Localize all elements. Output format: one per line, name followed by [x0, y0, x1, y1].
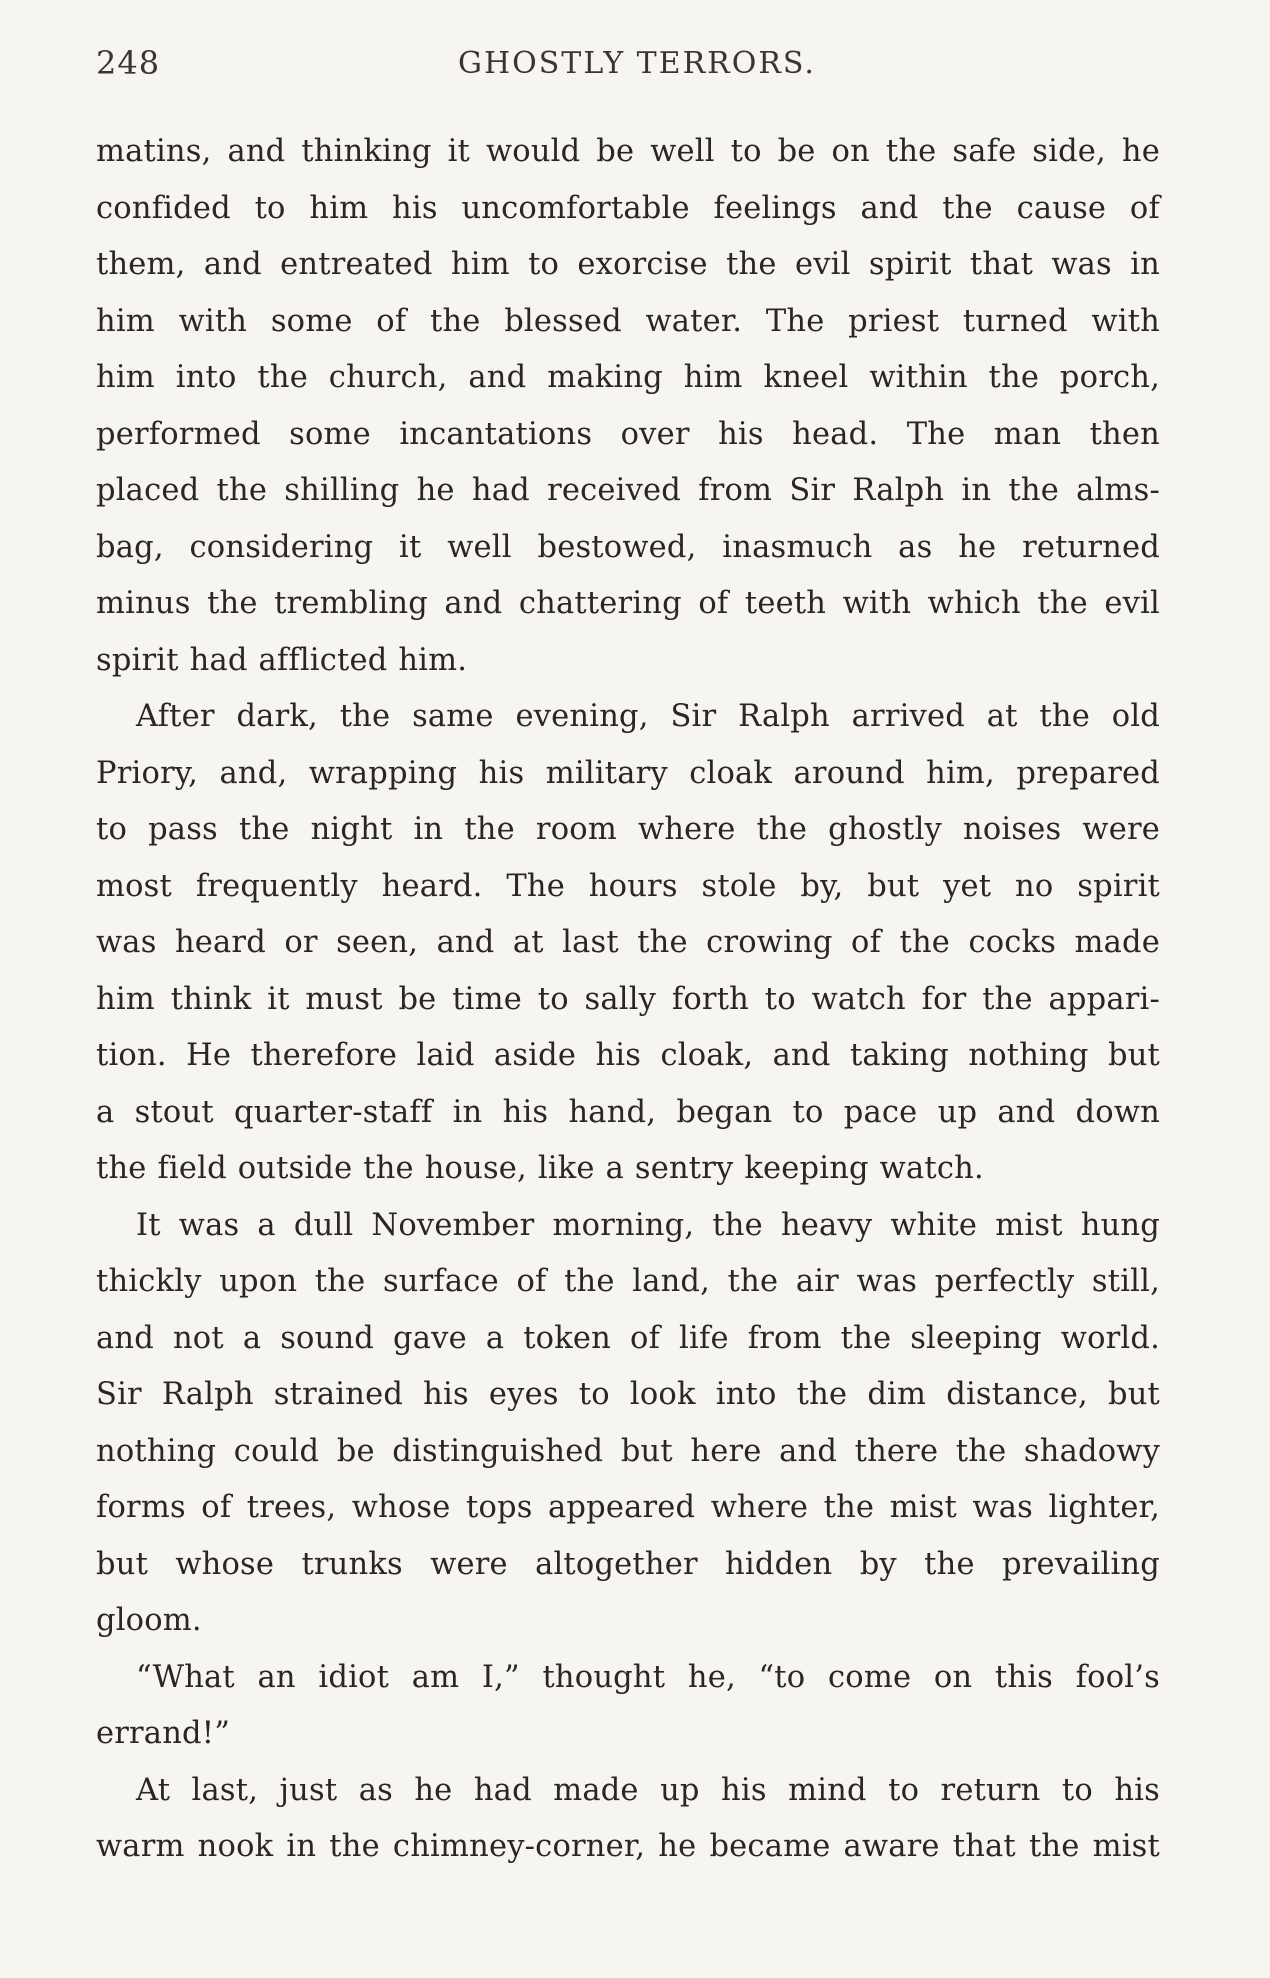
text-line: spirit had afflicted him.: [96, 642, 468, 678]
page-header: [96, 44, 1158, 94]
text-line: errand!”: [96, 1716, 231, 1751]
text-line: At last, just as he had made up his mind to return to his: [136, 1772, 1160, 1808]
text-line: was heard or seen, and at last the crowing of the cocks made: [96, 925, 1160, 960]
text-line: him think it must be time to sally forth to watch for the appari-: [96, 981, 1160, 1017]
text-line: but whose trunks were altogether hidden by the prevailing: [96, 1546, 1160, 1582]
text-line: nothing could be distinguished but here and there the shadowy: [96, 1433, 1160, 1469]
text-line: placed the shilling he had received from Sir Ralph in the alms-: [96, 473, 1160, 508]
text-line: him into the church, and making him kneel within the porch,: [96, 360, 1160, 395]
text-line: tion. He therefore laid aside his cloak, and taking nothing but: [96, 1038, 1160, 1073]
text-line: performed some incantations over his head. The man then: [96, 416, 1160, 452]
text-line: minus the trembling and chattering of teeth with which the evil: [96, 586, 1160, 621]
text-line: bag, considering it well bestowed, inasmuch as he returned: [96, 529, 1160, 565]
text-line: the field outside the house, like a sentry keeping watch.: [96, 1151, 984, 1186]
text-line: matins, and thinking it would be well to be on the safe side, he: [96, 134, 1160, 169]
text-line: warm nook in the chimney-corner, he became aware that the mist: [96, 1829, 1160, 1864]
text-line: and not a sound gave a token of life from the sleeping world.: [96, 1320, 1160, 1356]
text-line: to pass the night in the room where the ghostly noises were: [96, 812, 1160, 847]
text-line: them, and entreated him to exorcise the evil spirit that was in: [96, 247, 1160, 282]
text-line: After dark, the same evening, Sir Ralph arrived at the old: [136, 699, 1160, 734]
text-line: gloom.: [96, 1603, 202, 1638]
text-line: “What an idiot am I,” thought he, “to come on this fool’s: [136, 1659, 1160, 1695]
text-line: confided to him his uncomfortable feelings and the cause of: [96, 190, 1160, 226]
text-line: It was a dull November morning, the heavy white mist hung: [136, 1207, 1160, 1243]
text-line: a stout quarter-staff in his hand, began to pace up and down: [96, 1094, 1160, 1130]
text-line: him with some of the blessed water. The priest turned with: [96, 303, 1160, 339]
body-text: [96, 124, 1160, 1876]
text-line: forms of trees, whose tops appeared where the mist was lighter,: [96, 1490, 1160, 1525]
text-line: Priory, and, wrapping his military cloak around him, prepared: [96, 755, 1160, 791]
text-line: most frequently heard. The hours stole by, but yet no spirit: [96, 868, 1160, 904]
running-title: GHOSTLY TERRORS.: [458, 46, 816, 81]
page-number: 248: [96, 44, 161, 82]
text-line: thickly upon the surface of the land, the air was perfectly still,: [96, 1264, 1160, 1299]
text-line: Sir Ralph strained his eyes to look into the dim distance, but: [96, 1377, 1160, 1412]
